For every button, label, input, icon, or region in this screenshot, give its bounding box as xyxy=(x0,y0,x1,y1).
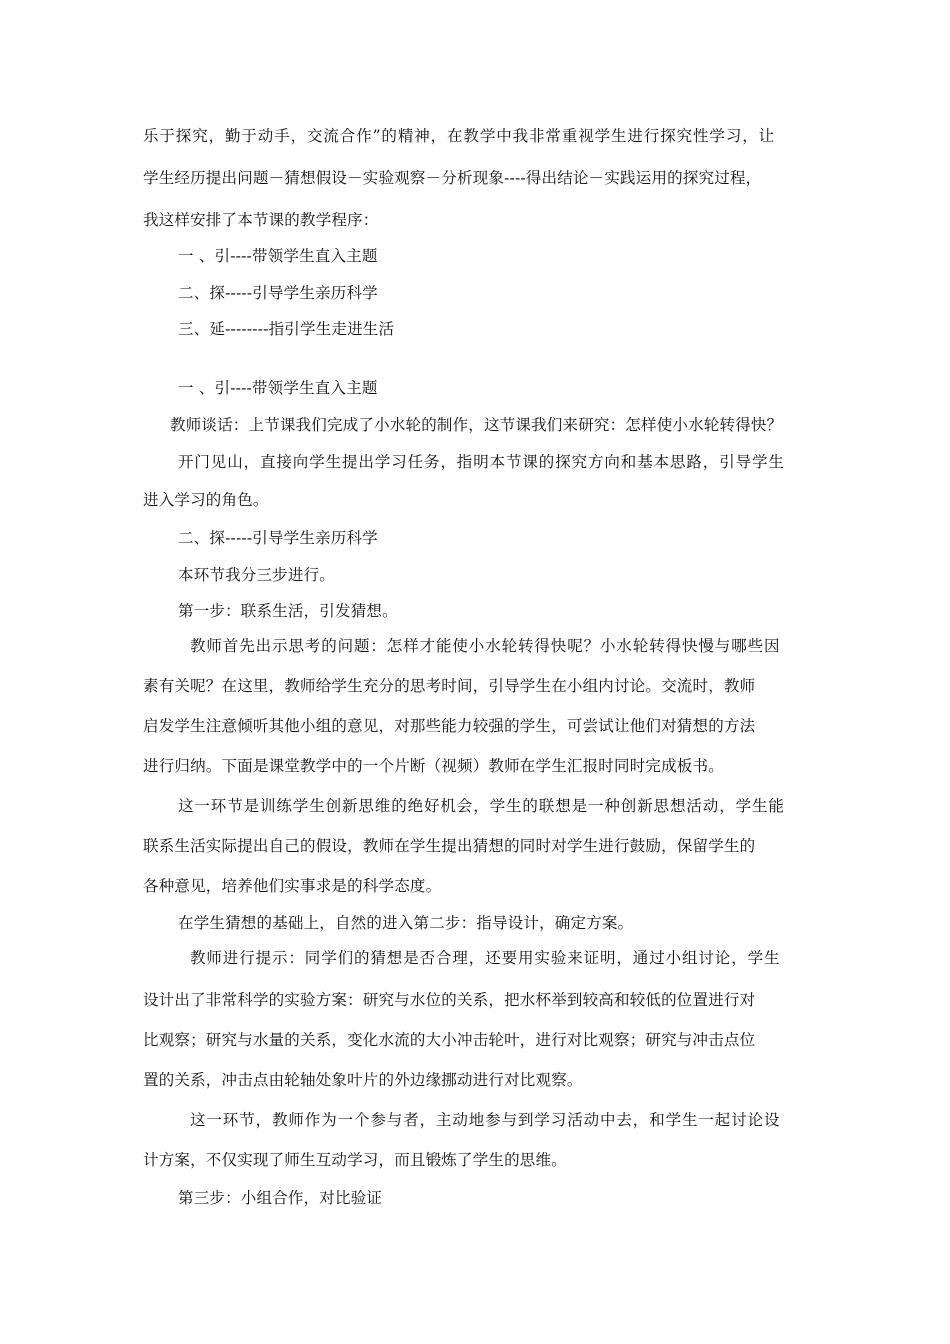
text-line: 比观察；研究与水量的关系，变化水流的大小冲击轮叶，进行对比观察；研究与冲击点位 xyxy=(143,1031,756,1049)
text-line: 置的关系，冲击点由轮轴处象叶片的外边缘挪动进行对比观察。 xyxy=(143,1071,583,1089)
text-line: 乐于探究，勤于动手，交流合作”的精神，在教学中我非常重视学生进行探究性学习，让 xyxy=(143,127,776,145)
text-line: 素有关呢？在这里，教师给学生充分的思考时间，引导学生在小组内讨论。交流时，教师 xyxy=(143,677,756,695)
text-line: 在学生猜想的基础上，自然的进入第二步：指导设计，确定方案。 xyxy=(178,914,634,932)
text-line: 教师谈话：上节课我们完成了小水轮的制作，这节课我们来研究：怎样使小水轮转得快？ xyxy=(170,416,783,434)
outline-item: 三、延--------指引学生走进生活 xyxy=(178,320,395,338)
text-line: 计方案，不仅实现了师生互动学习，而且锻炼了学生的思维。 xyxy=(143,1151,567,1169)
text-line: 进行归纳。下面是课堂教学中的一个片断（视频）教师在学生汇报时同时完成板书。 xyxy=(143,757,724,775)
text-line: 这一环节，教师作为一个参与者，主动地参与到学习活动中去，和学生一起讨论设 xyxy=(190,1111,781,1129)
text-line: 学生经历提出问题－猜想假设－实验观察－分析现象----得出结论－实践运用的探究过程， xyxy=(143,169,762,187)
section-heading: 二、探-----引导学生亲历科学 xyxy=(178,529,378,547)
text-line: 进入学习的角色。 xyxy=(143,491,269,509)
text-line: 启发学生注意倾听其他小组的意见，对那些能力较强的学生，可尝试让他们对猜想的方法 xyxy=(143,717,756,735)
step-heading: 第一步：联系生活，引发猜想。 xyxy=(178,602,398,620)
outline-item: 一 、引----带领学生直入主题 xyxy=(178,247,378,265)
text-line: 这一环节是训练学生创新思维的绝好机会，学生的联想是一种创新思想活动，学生能 xyxy=(178,797,785,815)
text-line: 开门见山，直接向学生提出学习任务，指明本节课的探究方向和基本思路，引导学生 xyxy=(178,453,785,471)
text-line: 各种意见，培养他们实事求是的科学态度。 xyxy=(143,877,442,895)
text-line: 联系生活实际提出自己的假设，教师在学生提出猜想的同时对学生进行鼓励，保留学生的 xyxy=(143,837,756,855)
text-line: 教师进行提示：同学们的猜想是否合理，还要用实验来证明，通过小组讨论，学生 xyxy=(190,949,781,967)
step-heading: 第三步：小组合作，对比验证 xyxy=(178,1189,383,1207)
text-line: 设计出了非常科学的实验方案：研究与水位的关系，把水杯举到较高和较低的位置进行对 xyxy=(143,991,756,1009)
text-line: 我这样安排了本节课的教学程序： xyxy=(143,211,379,229)
text-line: 本环节我分三步进行。 xyxy=(178,566,336,584)
text-line: 教师首先出示思考的问题：怎样才能使小水轮转得快呢？小水轮转得快慢与哪些因 xyxy=(190,637,781,655)
outline-item: 二、探-----引导学生亲历科学 xyxy=(178,284,378,302)
section-heading: 一 、引----带领学生直入主题 xyxy=(178,379,378,397)
